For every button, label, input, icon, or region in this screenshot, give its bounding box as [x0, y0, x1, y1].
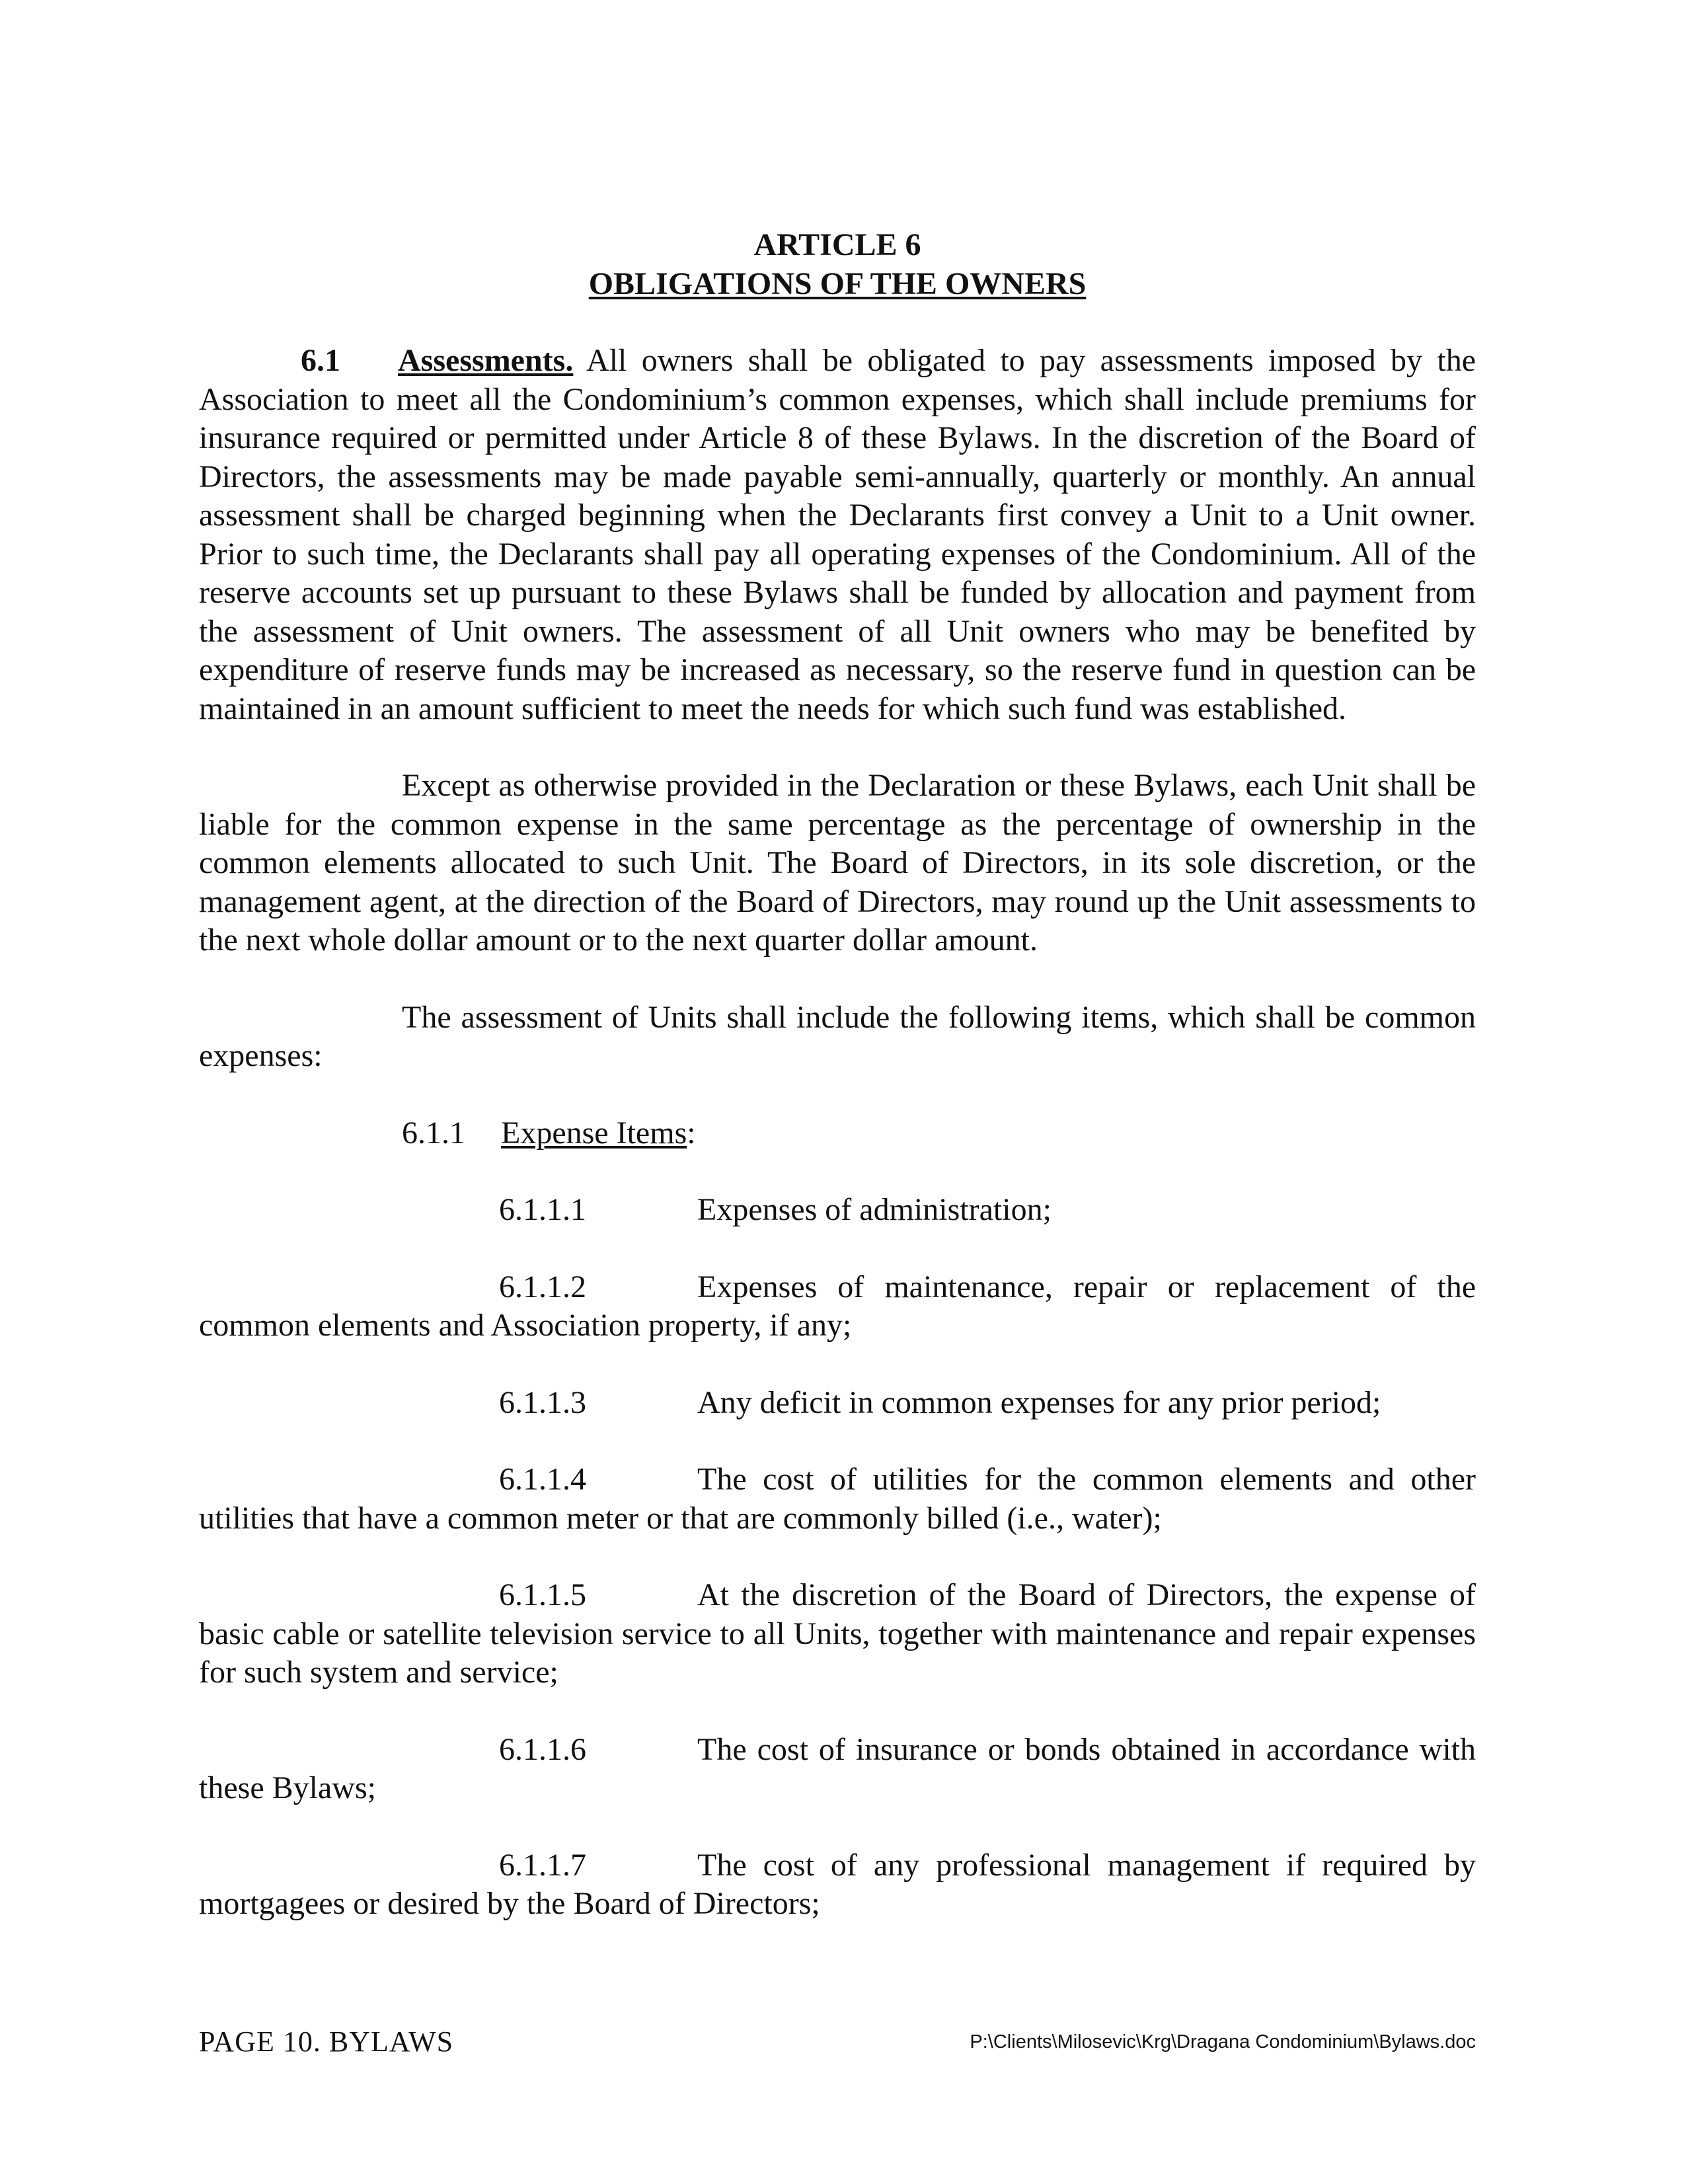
section-6-1-text: All owners shall be obligated to pay assessments imposed by the Association to meet all the Condominium’s common expenses, which shall include premiums for insurance required or permitted under Article 8 of these Bylaws. In the discretion of the Board of Directors, the assessments may be made payable semi-annually, quarterly or monthly. An annual assessment shall be charged beginning when the Declarants first convey a Unit to a Unit owner. Prior to such time, the Declarants shall pay all operating expenses of the Condominium. All of the reserve accounts set up pursuant to these Bylaws shall be funded by allocation and payment from the assessment of Unit owners. The assessment of all Unit owners who may be benefited by expenditure of reserve funds may be increased as necessary, so the reserve fund in question can be maintained in an amount sufficient to meet the needs for which such fund was established.: [199, 343, 1476, 726]
article-number: ARTICLE 6: [753, 227, 921, 262]
item-number: 6.1.1.2: [499, 1269, 586, 1304]
list-item-6-1-1-3: [199, 1384, 1476, 1423]
item-number: 6.1.1.7: [499, 1847, 586, 1883]
paragraph-assessment-items: The assessment of Units shall include the following items, which shall be common expenses:: [199, 999, 1476, 1073]
list-item-6-1-1-1: [199, 1191, 1476, 1230]
page-body: [199, 226, 1476, 1924]
section-6-1-title: Assessments.: [398, 343, 574, 378]
list-item-6-1-1-2: [199, 1268, 1476, 1345]
item-text: Expenses of administration;: [697, 1192, 1052, 1227]
list-item-6-1-1-6: [199, 1731, 1476, 1808]
subsection-6-1-1-heading: [199, 1114, 1476, 1153]
subsection-6-1-1-colon: :: [687, 1115, 696, 1150]
footer-file-path: P:\Clients\Milosevic\Krg\Dragana Condominium\Bylaws.doc: [970, 2031, 1476, 2052]
subsection-6-1-1-number: 6.1.1: [402, 1115, 465, 1150]
footer-page-label: PAGE 10. BYLAWS: [199, 2025, 454, 2058]
article-title: OBLIGATIONS OF THE OWNERS: [588, 266, 1087, 301]
item-number: 6.1.1.5: [499, 1577, 586, 1612]
item-text: The cost of utilities for the common elements and other utilities that have a common meter or that are commonly billed (i.e., water);: [199, 1462, 1476, 1536]
item-text: At the discretion of the Board of Directors, the expense of basic cable or satellite television service to all Units, together with maintenance and repair expenses for such system and service;: [199, 1577, 1476, 1690]
subsection-6-1-1-title: Expense Items: [501, 1115, 687, 1150]
list-item-6-1-1-7: [199, 1846, 1476, 1924]
list-item-6-1-1-5: [199, 1576, 1476, 1692]
item-number: 6.1.1.3: [499, 1384, 586, 1420]
item-number: 6.1.1.6: [499, 1731, 586, 1767]
section-6-1-paragraph: [199, 342, 1476, 728]
item-text: Any deficit in common expenses for any prior period;: [697, 1384, 1381, 1420]
item-text: The cost of any professional management if required by mortgagees or desired by the Board of Directors;: [199, 1847, 1476, 1921]
list-item-6-1-1-4: [199, 1460, 1476, 1538]
item-number: 6.1.1.1: [499, 1192, 586, 1227]
item-text: The cost of insurance or bonds obtained in accordance with these Bylaws;: [199, 1731, 1476, 1805]
section-6-1-number: 6.1: [301, 343, 340, 378]
item-number: 6.1.1.4: [499, 1462, 586, 1497]
item-text: Expenses of maintenance, repair or replacement of the common elements and Association property, if any;: [199, 1269, 1476, 1343]
paragraph-liability: Except as otherwise provided in the Declaration or these Bylaws, each Unit shall be liable for the common expense in the same percentage as the percentage of ownership in the common elements allocated to such Unit. The Board of Directors, in its sole discretion, or the management agent, at the direction of the Board of Directors, may round up the Unit assessments to the next whole dollar amount or to the next quarter dollar amount.: [199, 768, 1476, 958]
